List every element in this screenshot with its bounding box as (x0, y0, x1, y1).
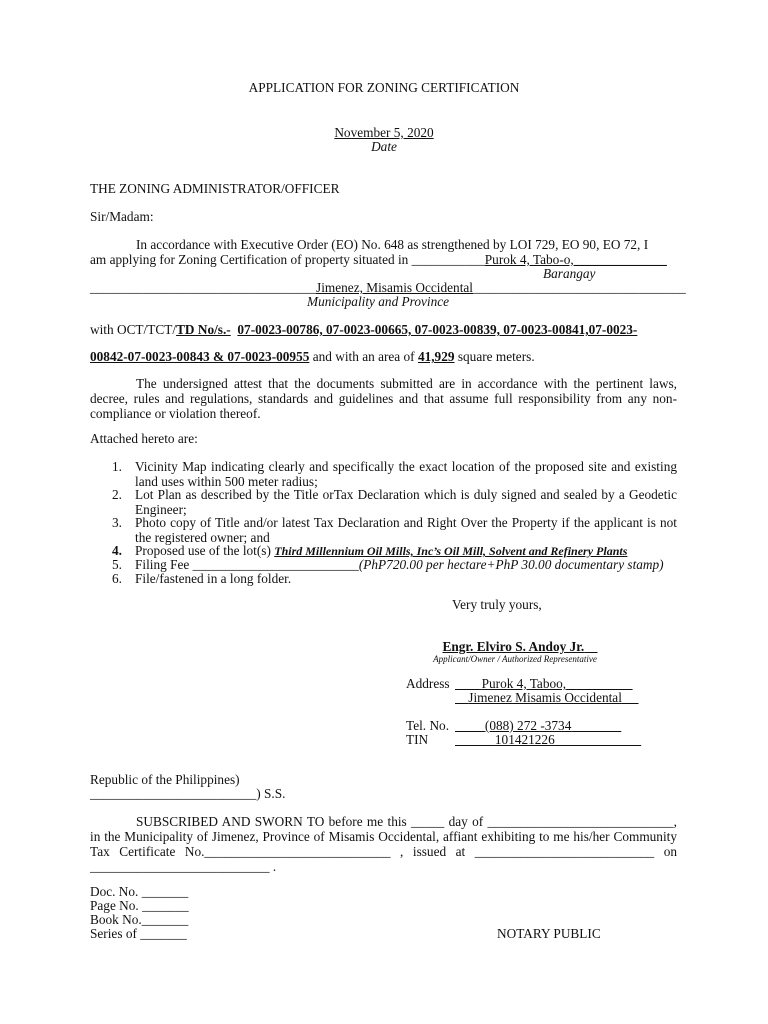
para1-line2: am applying for Zoning Certification of property situated in ___________Purok 4, Tabo-o,______________ (90, 252, 667, 267)
attachment-5-text: Filing Fee _________________________ (135, 557, 359, 572)
attachment-6-num: 6. (112, 571, 122, 586)
address-label: Address (406, 676, 450, 691)
closing: Very truly yours, (452, 597, 542, 612)
attachment-2-text: Lot Plan as described by the Title orTax Declaration which is duly signed and sealed by a Geodetic Engineer; (135, 487, 677, 517)
ss-line: _________________________) S.S. (90, 786, 286, 801)
attachment-2-num: 2. (112, 487, 122, 502)
tin-label: TIN (406, 732, 429, 747)
republic-line: Republic of the Philippines) (90, 772, 240, 787)
attachment-5 (135, 557, 664, 572)
addressee: THE ZONING ADMINISTRATOR/OFFICER (90, 181, 340, 196)
barangay-value: Purok 4, Tabo-o, (484, 252, 574, 267)
td-prefix: with OCT/TCT/ (90, 322, 177, 337)
barangay-label: Barangay (543, 266, 596, 281)
attachment-1-num: 1. (112, 459, 122, 474)
attachment-3-text: Photo copy of Title and/or latest Tax Declaration and Right Over the Property if the applicant is not the registered owner; and (135, 515, 677, 545)
municipality-label: Municipality and Province (307, 294, 450, 309)
sworn-paragraph: SUBSCRIBED AND SWORN TO before me this _____ day of ____________________________, in the Municipality of Jimenez, Province of Misamis Occidental, affiant exhibiting to me his/her Community Tax Certificate No.____________________________ , issued at ___________________________ on ___________________________ . (90, 814, 677, 874)
date-label: Date (371, 139, 397, 154)
area-prefix: and with an area of (312, 349, 415, 364)
attached-label: Attached hereto are: (90, 431, 198, 446)
salutation: Sir/Madam: (90, 209, 154, 224)
attachment-1-text: Vicinity Map indicating clearly and specifically the exact location of the proposed site and existing land uses within 500 meter radius; (135, 459, 677, 489)
td-label: TD No/s.- (176, 322, 231, 337)
doc-no: Doc. No. _______ (90, 884, 189, 899)
td-numbers-1: 07-0023-00786, 07-0023-00665, 07-0023-00839, 07-0023-00841,07-0023- (237, 322, 638, 337)
address-line2: Jimenez Misamis Occidental (468, 690, 622, 705)
td-numbers-2: 00842-07-0023-00843 & 07-0023-00955 (90, 349, 310, 364)
td-line2 (90, 349, 535, 364)
date-value: November 5, 2020 (334, 125, 434, 140)
attachment-4-bold: Third Millennium Oil Mills, Inc’s Oil Mill, Solvent and Refinery Plants (274, 544, 628, 558)
notary-public-label: NOTARY PUBLIC (497, 926, 601, 941)
municipality-line: __________________________________Jimenez, Misamis Occidental________________________________ (90, 280, 686, 295)
attachment-4-text: Proposed use of the lot(s) (135, 543, 271, 558)
para1-line1: In accordance with Executive Order (EO) No. 648 as strengthened by LOI 729, EO 90, EO 72, I (136, 237, 649, 252)
page-no: Page No. _______ (90, 898, 189, 913)
municipality-value: Jimenez, Misamis Occidental (316, 280, 473, 295)
address-line1: Purok 4, Taboo, (481, 676, 567, 691)
attachment-3-num: 3. (112, 515, 122, 530)
tel-value: (088) 272 -3734 (484, 718, 572, 733)
attest-paragraph: The undersigned attest that the documents submitted are in accordance with the pertinent laws, decree, rules and regulations, standards and guidelines and that assume full responsibility from any non-compliance or violation thereof. (90, 376, 677, 421)
tin-value: 101421226 (494, 732, 555, 747)
td-line1 (90, 322, 637, 337)
book-no: Book No._______ (90, 912, 189, 927)
attachment-5-num: 5. (112, 557, 122, 572)
para1-line2-prefix: am applying for Zoning Certification of property situated in (90, 252, 409, 267)
signatory-role: Applicant/Owner / Authorized Representative (433, 654, 597, 664)
area-suffix: square meters. (457, 349, 535, 364)
attachment-4-num: 4. (112, 543, 122, 558)
signatory-name: Engr. Elviro S. Andoy Jr. (442, 639, 585, 654)
attachment-5-italic: (PhP720.00 per hectare+PhP 30.00 documentary stamp) (358, 557, 664, 572)
attachment-6-text: File/fastened in a long folder. (135, 571, 292, 586)
series-of: Series of _______ (90, 926, 187, 941)
tel-label: Tel. No. (406, 718, 450, 733)
area-value: 41,929 (417, 349, 455, 364)
document-title: APPLICATION FOR ZONING CERTIFICATION (248, 80, 520, 95)
